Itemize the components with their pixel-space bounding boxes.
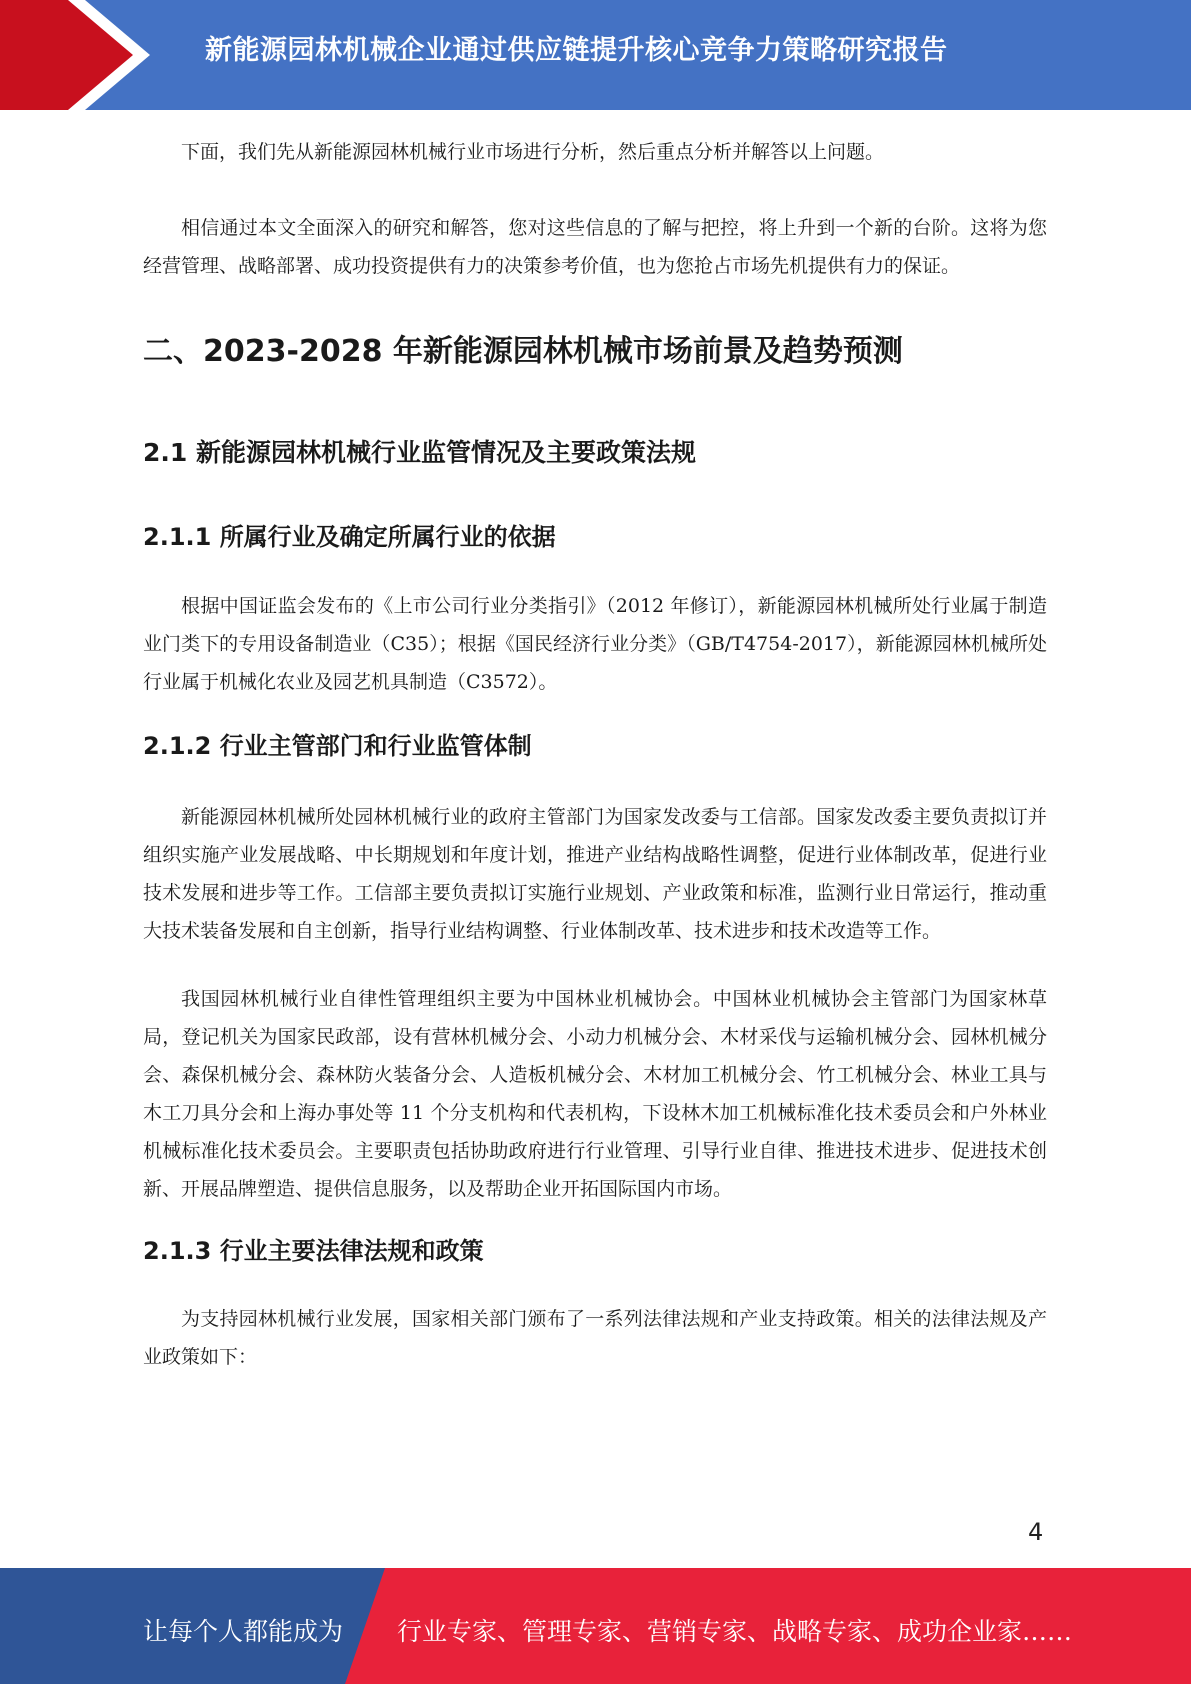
subsection-heading-2-1-1: 2.1.1 所属行业及确定所属行业的依据 [143,523,556,551]
page-number: 4 [1028,1518,1044,1546]
footer-slogan-left: 让每个人都能成为 [143,1617,344,1646]
footer-band [0,1568,1191,1684]
footer-slogan-right: 行业专家、管理专家、营销专家、战略专家、成功企业家…… [397,1617,1073,1646]
paragraph-policies: 为支持园林机械行业发展，国家相关部门颁布了一系列法律法规和产业支持政策。相关的法律法规及产业政策如下： [143,1308,1047,1368]
section-heading: 二、2023-2028 年新能源园林机械市场前景及趋势预测 [143,334,903,369]
subsection-heading-2-1-2: 2.1.2 行业主管部门和行业监管体制 [143,732,532,760]
paragraph-association: 我国园林机械行业自律性管理组织主要为中国林业机械协会。中国林业机械协会主管部门为国家林草局，登记机关为国家民政部，设有营林机械分会、小动力机械分会、木材采伐与运输机械分会、园林机械分会、森保机械分会、森林防火装备分会、人造板机械分会、木材加工机械分会、竹工机械分会、林业工具与木工刀具分会和上海办事处等 11 个分支机构和代表机构，下设林木加工机械标准化技术委员会和户外林业机械标准化技术委员会。主要职责包括协助政府进行行业管理、引导行业自律、推进技术进步、促进技术创新、开展品牌塑造、提供信息服务，以及帮助企业开拓国际国内市场。 [143,988,1047,1200]
paragraph-value: 相信通过本文全面深入的研究和解答，您对这些信息的了解与把控，将上升到一个新的台阶。这将为您经营管理、战略部署、成功投资提供有力的决策参考价值，也为您抢占市场先机提供有力的保证。 [143,217,1047,277]
page-body [143,133,1047,1376]
paragraph-intro: 下面，我们先从新能源园林机械行业市场进行分析，然后重点分析并解答以上问题。 [181,141,885,163]
subsection-heading-2-1-3: 2.1.3 行业主要法律法规和政策 [143,1237,484,1265]
paragraph-industry-classification: 根据中国证监会发布的《上市公司行业分类指引》（2012 年修订），新能源园林机械所处行业属于制造业门类下的专用设备制造业（C35）；根据《国民经济行业分类》（GB/T4754-2017），新能源园林机械所处行业属于机械化农业及园艺机具制造（C3572）。 [143,595,1047,693]
report-title: 新能源园林机械企业通过供应链提升核心竞争力策略研究报告 [205,35,948,66]
subsection-heading-2-1: 2.1 新能源园林机械行业监管情况及主要政策法规 [143,438,696,467]
header-band [0,0,1191,110]
paragraph-regulators: 新能源园林机械所处园林机械行业的政府主管部门为国家发改委与工信部。国家发改委主要负责拟订并组织实施产业发展战略、中长期规划和年度计划，推进产业结构战略性调整，促进行业体制改革，促进行业技术发展和进步等工作。工信部主要负责拟订实施行业规划、产业政策和标准，监测行业日常运行，推动重大技术装备发展和自主创新，指导行业结构调整、行业体制改革、技术进步和技术改造等工作。 [143,806,1047,942]
